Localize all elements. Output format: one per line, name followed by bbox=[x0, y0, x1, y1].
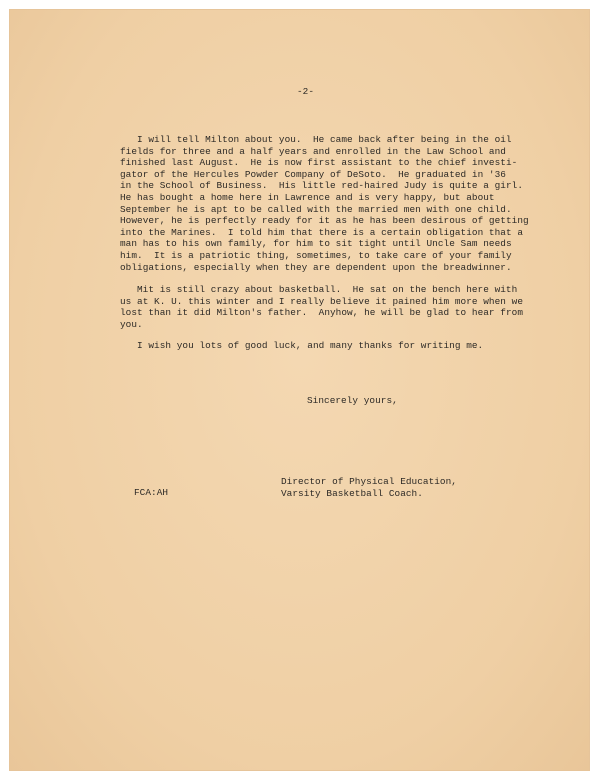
signature-title bbox=[281, 476, 457, 499]
paragraph-line: man has to his own family, for him to sit tight until Uncle Sam needs bbox=[120, 238, 512, 250]
body-paragraph bbox=[120, 134, 557, 273]
signature-title-line: Varsity Basketball Coach. bbox=[281, 487, 423, 499]
paragraph-line: September he is apt to be called with the married men with one child. bbox=[120, 203, 512, 215]
reference-initials: FCA:AH bbox=[134, 487, 169, 498]
paragraph-line: him. It is a patriotic thing, sometimes, to take care of your family bbox=[120, 249, 512, 261]
paragraph-line: lost than it did Milton's father. Anyhow, he will be glad to hear from bbox=[120, 307, 523, 319]
closing: Sincerely yours, bbox=[307, 395, 398, 406]
paragraph-line: into the Marines. I told him that there is a certain obligation that a bbox=[120, 226, 523, 238]
paragraph-line: I will tell Milton about you. He came back after being in the oil bbox=[137, 134, 512, 145]
letter-page bbox=[10, 10, 589, 770]
paragraph-line: finished last August. He is now first assistant to the chief investi- bbox=[120, 157, 518, 169]
paragraph-line: gator of the Hercules Powder Company of DeSoto. He graduated in '36 bbox=[120, 168, 506, 180]
paragraph-line: in the School of Business. His little red-haired Judy is quite a girl. bbox=[120, 180, 523, 192]
paragraph-line: I wish you lots of good luck, and many thanks for writing me. bbox=[137, 340, 484, 351]
paragraph-line: us at K. U. this winter and I really believe it pained him more when we bbox=[120, 295, 523, 307]
paragraph-line: However, he is perfectly ready for it as he has been desirous of getting bbox=[120, 215, 529, 227]
body-paragraph bbox=[137, 340, 557, 352]
paragraph-line: Mit is still crazy about basketball. He sat on the bench here with bbox=[137, 284, 518, 295]
paragraph-line: obligations, especially when they are dependent upon the breadwinner. bbox=[120, 261, 512, 273]
paragraph-line: you. bbox=[120, 318, 143, 330]
page-number: -2- bbox=[297, 86, 315, 97]
paragraph-line: fields for three and a half years and enrolled in the Law School and bbox=[120, 145, 506, 157]
body-paragraph bbox=[120, 284, 557, 330]
signature-title-line: Director of Physical Education, bbox=[281, 476, 457, 487]
paragraph-line: He has bought a home here in Lawrence and is very happy, but about bbox=[120, 191, 495, 203]
